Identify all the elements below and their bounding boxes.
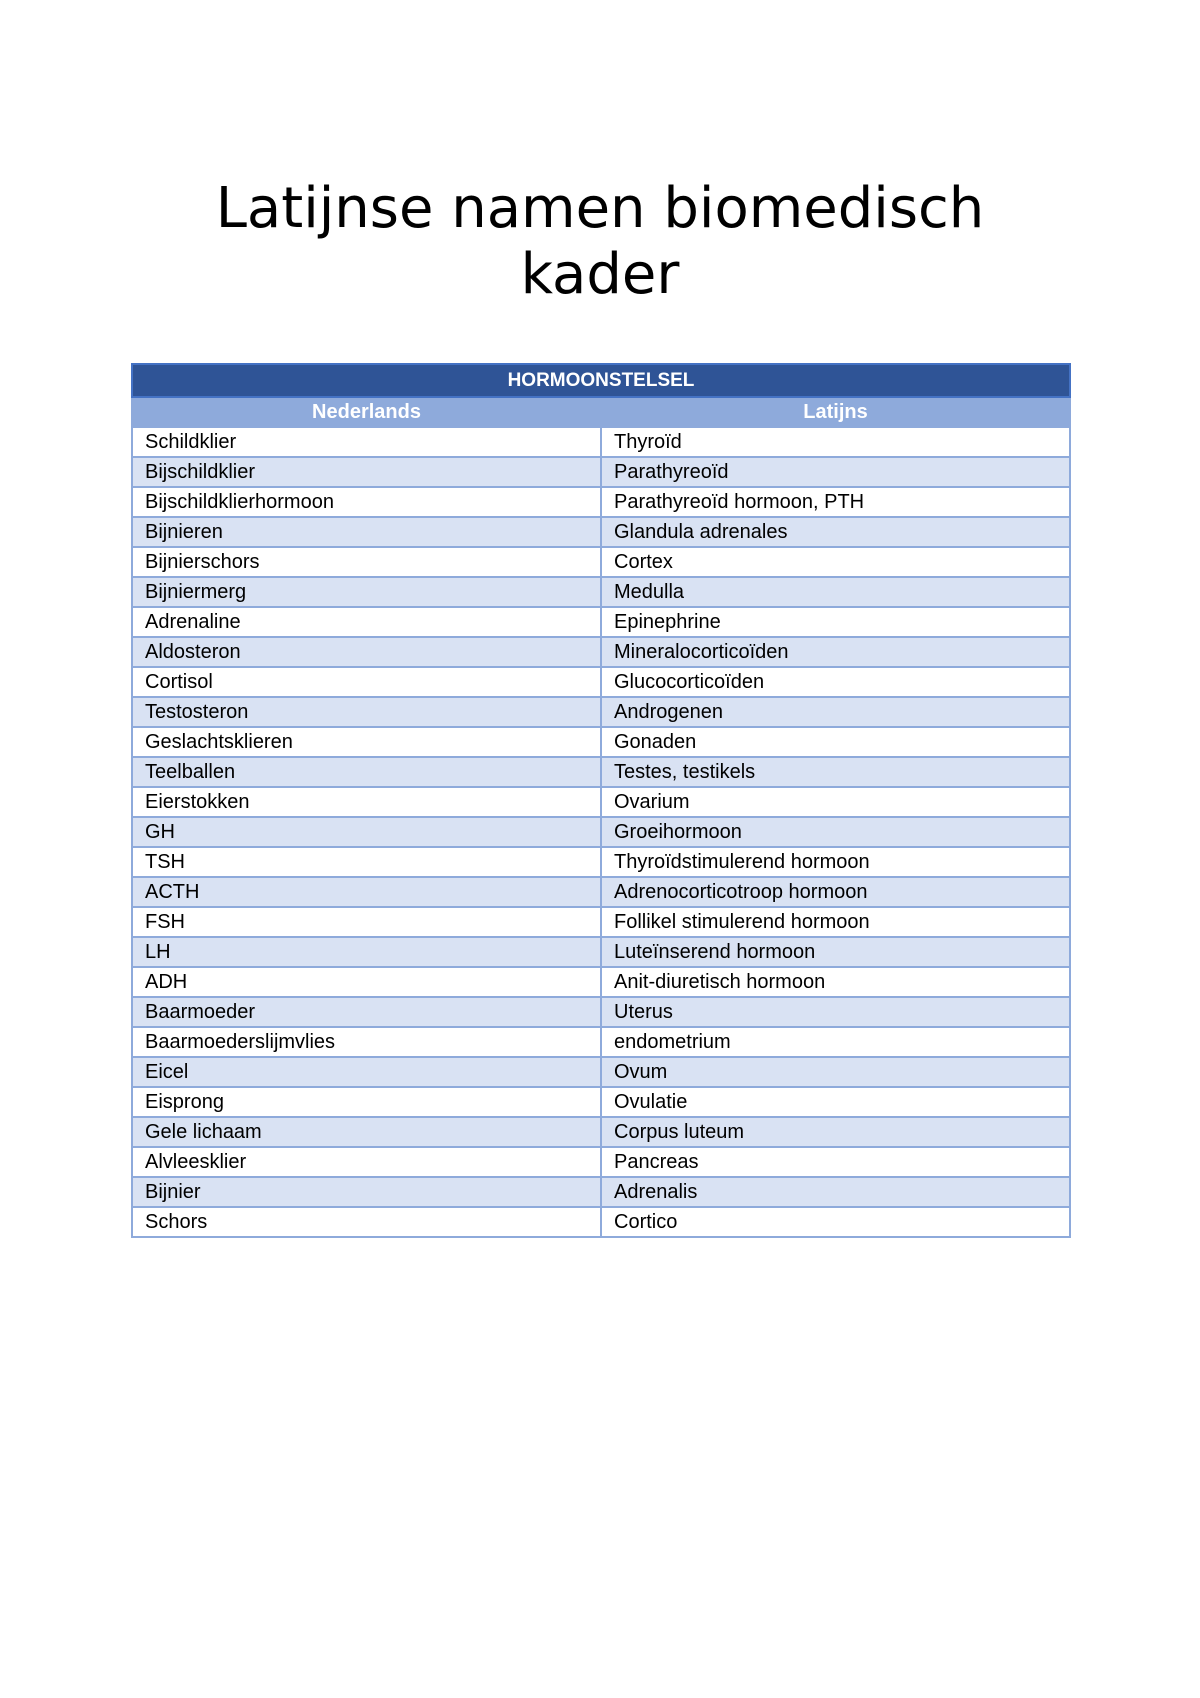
cell-dutch-term: Bijschildklierhormoon	[132, 487, 601, 517]
cell-latin-term: Parathyreoïd	[601, 457, 1070, 487]
table-section-title: HORMOONSTELSEL	[132, 364, 1070, 397]
cell-latin-term: Corpus luteum	[601, 1117, 1070, 1147]
cell-dutch-term: Teelballen	[132, 757, 601, 787]
table-row	[132, 487, 1070, 517]
cell-dutch-term: ADH	[132, 967, 601, 997]
table-row	[132, 997, 1070, 1027]
table-body	[132, 427, 1070, 1237]
table-column-header-row	[132, 397, 1070, 427]
table-row	[132, 697, 1070, 727]
cell-dutch-term: TSH	[132, 847, 601, 877]
cell-latin-term: Medulla	[601, 577, 1070, 607]
cell-latin-term: Glucocorticoïden	[601, 667, 1070, 697]
table-row	[132, 817, 1070, 847]
cell-dutch-term: Bijnieren	[132, 517, 601, 547]
table-row	[132, 787, 1070, 817]
column-header-latin: Latijns	[601, 397, 1070, 427]
cell-latin-term: Pancreas	[601, 1147, 1070, 1177]
cell-latin-term: Cortex	[601, 547, 1070, 577]
cell-dutch-term: Bijnier	[132, 1177, 601, 1207]
cell-dutch-term: Bijschildklier	[132, 457, 601, 487]
cell-dutch-term: Gele lichaam	[132, 1117, 601, 1147]
cell-dutch-term: Alvleesklier	[132, 1147, 601, 1177]
page-title-line-2: kader	[520, 241, 680, 307]
cell-latin-term: Androgenen	[601, 697, 1070, 727]
cell-latin-term: Testes, testikels	[601, 757, 1070, 787]
table-row	[132, 847, 1070, 877]
cell-dutch-term: Schors	[132, 1207, 601, 1237]
table-row	[132, 757, 1070, 787]
cell-latin-term: Thyroïdstimulerend hormoon	[601, 847, 1070, 877]
cell-dutch-term: Testosteron	[132, 697, 601, 727]
table-row	[132, 457, 1070, 487]
cell-latin-term: Adrenalis	[601, 1177, 1070, 1207]
hormone-vocabulary-table	[131, 363, 1071, 1238]
table-row	[132, 1207, 1070, 1237]
cell-dutch-term: FSH	[132, 907, 601, 937]
table-row	[132, 577, 1070, 607]
table-row	[132, 1117, 1070, 1147]
cell-latin-term: Gonaden	[601, 727, 1070, 757]
cell-latin-term: Ovarium	[601, 787, 1070, 817]
cell-dutch-term: Bijnierschors	[132, 547, 601, 577]
cell-latin-term: Follikel stimulerend hormoon	[601, 907, 1070, 937]
table-row	[132, 547, 1070, 577]
table-row	[132, 727, 1070, 757]
table-row	[132, 937, 1070, 967]
cell-latin-term: Glandula adrenales	[601, 517, 1070, 547]
cell-dutch-term: Baarmoederslijmvlies	[132, 1027, 601, 1057]
cell-latin-term: Parathyreoïd hormoon, PTH	[601, 487, 1070, 517]
cell-latin-term: endometrium	[601, 1027, 1070, 1057]
table-row	[132, 517, 1070, 547]
cell-dutch-term: Adrenaline	[132, 607, 601, 637]
cell-dutch-term: Baarmoeder	[132, 997, 601, 1027]
table-row	[132, 1087, 1070, 1117]
cell-latin-term: Uterus	[601, 997, 1070, 1027]
table-row	[132, 427, 1070, 457]
cell-latin-term: Luteïnserend hormoon	[601, 937, 1070, 967]
table-row	[132, 637, 1070, 667]
cell-latin-term: Groeihormoon	[601, 817, 1070, 847]
cell-dutch-term: Geslachtsklieren	[132, 727, 601, 757]
table-row	[132, 1177, 1070, 1207]
column-header-dutch: Nederlands	[132, 397, 601, 427]
cell-dutch-term: Bijniermerg	[132, 577, 601, 607]
table-row	[132, 877, 1070, 907]
cell-dutch-term: ACTH	[132, 877, 601, 907]
table-row	[132, 907, 1070, 937]
cell-dutch-term: Aldosteron	[132, 637, 601, 667]
cell-latin-term: Ovulatie	[601, 1087, 1070, 1117]
cell-dutch-term: LH	[132, 937, 601, 967]
table-section-header-row	[132, 364, 1070, 397]
table-row	[132, 1057, 1070, 1087]
cell-latin-term: Mineralocorticoïden	[601, 637, 1070, 667]
page-title-line-1: Latijnse namen biomedisch	[215, 175, 985, 241]
cell-dutch-term: GH	[132, 817, 601, 847]
table-row	[132, 1027, 1070, 1057]
cell-dutch-term: Cortisol	[132, 667, 601, 697]
cell-dutch-term: Eicel	[132, 1057, 601, 1087]
cell-latin-term: Cortico	[601, 1207, 1070, 1237]
cell-dutch-term: Eisprong	[132, 1087, 601, 1117]
table-row	[132, 1147, 1070, 1177]
cell-latin-term: Anit-diuretisch hormoon	[601, 967, 1070, 997]
cell-dutch-term: Schildklier	[132, 427, 601, 457]
table-row	[132, 667, 1070, 697]
cell-latin-term: Adrenocorticotroop hormoon	[601, 877, 1070, 907]
cell-dutch-term: Eierstokken	[132, 787, 601, 817]
table-row	[132, 607, 1070, 637]
cell-latin-term: Epinephrine	[601, 607, 1070, 637]
table-row	[132, 967, 1070, 997]
cell-latin-term: Thyroïd	[601, 427, 1070, 457]
page-title	[0, 176, 1200, 308]
cell-latin-term: Ovum	[601, 1057, 1070, 1087]
